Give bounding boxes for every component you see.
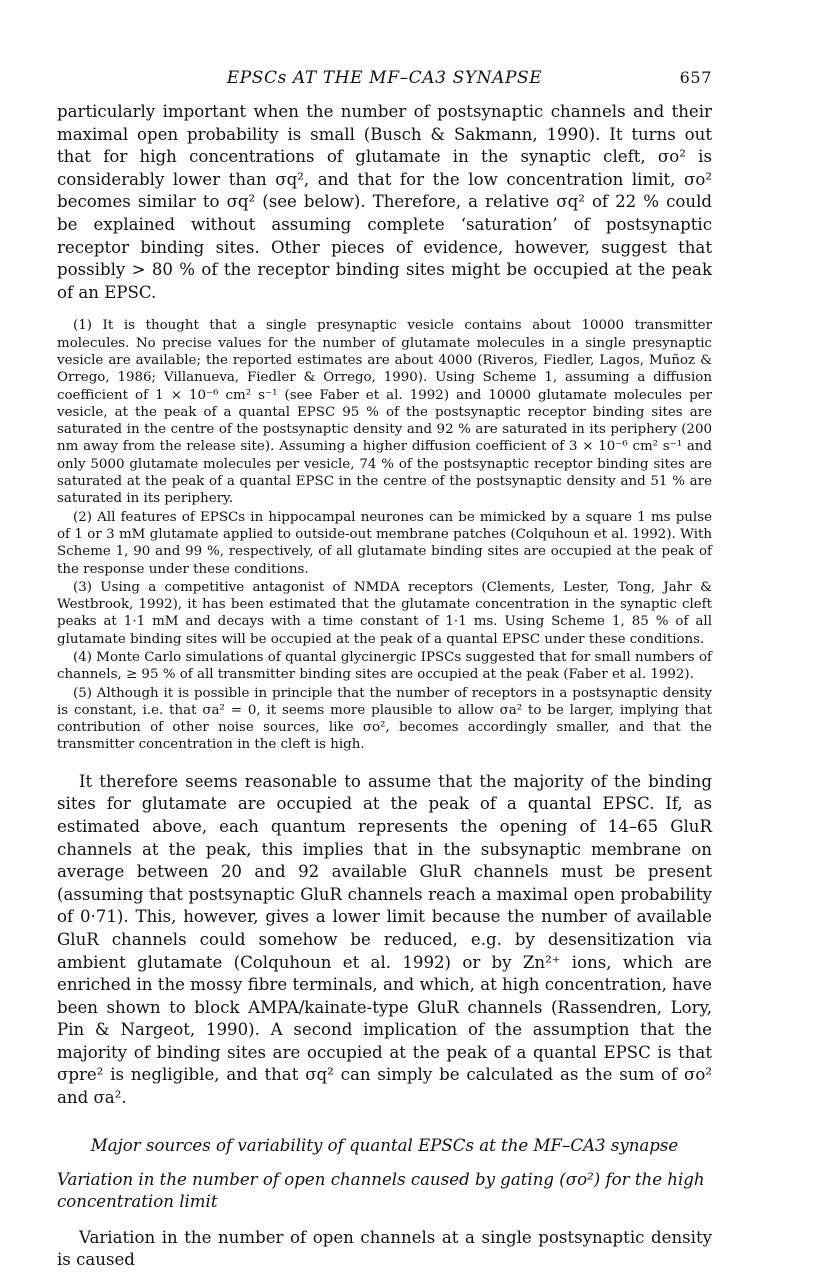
page — [57, 68, 712, 1272]
note-5: (5) Although it is possible in principle that the number of receptors in a postsynaptic density is constant, i.e. that σa² = 0, it seems more plausible to allow σa² to be larger, implying that contribution of other noise sources, like σo², becomes accordingly smaller, and that the transmitter concentration in the cleft is high. — [57, 685, 712, 753]
page-number: 657 — [679, 68, 712, 87]
note-2: (2) All features of EPSCs in hippocampal neurones can be mimicked by a square 1 ms pulse of 1 or 3 mM glutamate applied to outside-out membrane patches (Colquhoun et al. 1992). With Scheme 1, 90 and 99 %, respectively, of all glutamate binding sites are occupied at the peak of the response under these conditions. — [57, 509, 712, 577]
section-heading: Major sources of variability of quantal EPSCs at the MF–CA3 synapse — [90, 1135, 679, 1155]
paragraph-1: particularly important when the number of postsynaptic channels and their maximal open probability is small (Busch & Sakmann, 1990). It turns out that for high concentrations of glutamate in the synaptic cleft, σo² is considerably lower than σq², and that for the low concentration limit, σo² becomes similar to σq² (see below). Therefore, a relative σq² of 22 % could be explained without assuming complete ‘saturation’ of postsynaptic receptor binding sites. Other pieces of evidence, however, suggest that possibly > 80 % of the receptor binding sites might be occupied at the peak of an EPSC. — [57, 102, 712, 302]
numbered-notes — [57, 317, 712, 753]
paragraph-3: Variation in the number of open channels at a single postsynaptic density is caused — [57, 1227, 712, 1270]
note-4: (4) Monte Carlo simulations of quantal glycinergic IPSCs suggested that for small numbers of channels, ≥ 95 % of all transmitter binding sites are occupied at the peak (Faber et al. 1992). — [57, 649, 712, 683]
running-header — [57, 68, 712, 90]
note-1: (1) It is thought that a single presynaptic vesicle contains about 10000 transmitter molecules. No precise values for the number of glutamate molecules in a single presynaptic vesicle are available; the reported estimates are about 4000 (Riveros, Fiedler, Lagos, Muñoz & Orrego, 1986; Villanueva, Fiedler & Orrego, 1990). Using Scheme 1, assuming a diffusion coefficient of 1 × 10⁻⁶ cm² s⁻¹ (see Faber et al. 1992) and 10000 glutamate molecules per vesicle, at the peak of a quantal EPSC 95 % of the postsynaptic receptor binding sites are saturated in the centre of the postsynaptic density and 92 % are saturated in its periphery (200 nm away from the release site). Assuming a higher diffusion coefficient of 3 × 10⁻⁶ cm² s⁻¹ and only 5000 glutamate molecules per vesicle, 74 % of the postsynaptic receptor binding sites are saturated at the peak of a quantal EPSC in the centre of the postsynaptic density and 51 % are saturated in its periphery. — [57, 318, 712, 507]
paragraph-2: It therefore seems reasonable to assume that the majority of the binding sites for glutamate are occupied at the peak of a quantal EPSC. If, as estimated above, each quantum represents the opening of 14–65 GluR channels at the peak, this implies that in the subsynaptic membrane on average between 20 and 92 available GluR channels must be present (assuming that postsynaptic GluR channels reach a maximal open probability of 0·71). This, however, gives a lower limit because the number of available GluR channels could somehow be reduced, e.g. by desensitization via ambient glutamate (Colquhoun et al. 1992) or by Zn²⁺ ions, which are enriched in the mossy fibre terminals, and which, at high concentration, have been shown to block AMPA/kainate-type GluR channels (Rassendren, Lory, Pin & Nargeot, 1990). A second implication of the assumption that the majority of binding sites are occupied at the peak of a quantal EPSC is that σpre² is negligible, and that σq² can simply be calculated as the sum of σo² and σa². — [57, 771, 712, 1108]
running-title: EPSCs AT THE MF–CA3 SYNAPSE — [226, 68, 543, 88]
subsection-heading: Variation in the number of open channels caused by gating (σo²) for the high concentration limit — [57, 1169, 705, 1211]
note-3: (3) Using a competitive antagonist of NMDA receptors (Clements, Lester, Tong, Jahr & Westbrook, 1992), it has been estimated that the glutamate concentration in the synaptic cleft peaks at 1·1 mM and decays with a time constant of 1·1 ms. Using Scheme 1, 85 % of all glutamate binding sites will be occupied at the peak of a quantal EPSC under these conditions. — [57, 579, 712, 647]
